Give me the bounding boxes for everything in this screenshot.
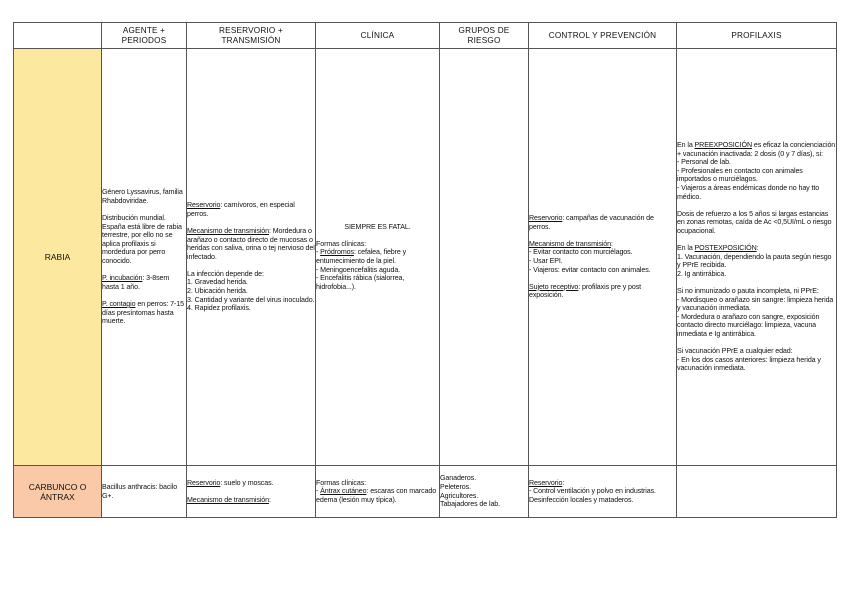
carbunco-control bbox=[529, 466, 677, 518]
header-row bbox=[14, 23, 837, 49]
profilaxis-no-inmunizado: Si no inmunizado o pauta incompleta, ni PPrE: bbox=[677, 287, 819, 296]
profilaxis-refuerzo: Dosis de refuerzo a los 5 años si largas estancias en zonas remotas, caída de Ac <0,5UI/mL o riesgo ocupacional. bbox=[677, 209, 832, 235]
profilaxis-si-vac-item: - En los dos casos anteriores: limpieza herida y vacunación inmediata. bbox=[677, 355, 821, 373]
header-empty bbox=[14, 23, 102, 49]
carbunco-reservorio bbox=[187, 466, 316, 518]
profilaxis-post-item: 2. Ig antirrábica. bbox=[677, 269, 727, 278]
carbunco-riesgo bbox=[440, 466, 529, 518]
profilaxis-pre: En la PREEXPOSICIÓN es eficaz la concienciación + vacunación inactivada: 2 dosis (0 y 7 días), si: bbox=[677, 140, 836, 158]
carbunco-agente: Bacillus anthracis: bacilo G+. bbox=[102, 466, 187, 518]
disease-carbunco: CARBUNCO O ÁNTRAX bbox=[14, 466, 102, 518]
row-carbunco bbox=[14, 466, 837, 518]
control-mecanismo: Mecanismo de transmisión: bbox=[529, 239, 613, 248]
diseases-table bbox=[13, 22, 837, 518]
carbunco-reservorio-text: Reservorio: suelo y moscas. bbox=[187, 478, 274, 487]
mecanismo-text: Mecanismo de transmisión: Mordedura o arañazo o contacto directo de mucosas o heridas con saliva, orina o tej nervioso del infectado. bbox=[187, 226, 315, 261]
riesgo-item: Tabajadores de lab. bbox=[440, 500, 501, 509]
agente-contagio: P. contagio en perros: 7-15 días presíntomas hasta muerte. bbox=[102, 299, 184, 326]
depende-item: 1. Gravedad herida. bbox=[187, 278, 248, 287]
rabia-control bbox=[529, 49, 677, 466]
header-profilaxis: PROFILAXIS bbox=[677, 23, 837, 49]
carbunco-antrax: - Ántrax cutáneo: escaras con marcado edema (lesión muy típica). bbox=[316, 487, 437, 504]
carbunco-mecanismo: Mecanismo de transmisión: bbox=[187, 495, 271, 504]
control-reservorio: Reservorio: campañas de vacunación de perros. bbox=[529, 214, 654, 231]
depende-item: 2. Ubicación herida. bbox=[187, 287, 248, 296]
rabia-reservorio bbox=[187, 49, 316, 466]
agente-incubacion: P. incubación: 3-8sem hasta 1 año. bbox=[102, 274, 170, 291]
clinica-item: - Encefalitis rábica (sialorrea, hidrofobia...). bbox=[316, 274, 405, 291]
carbunco-control-body: - Control ventilación y polvo en industrias. Desinfección locales y mataderos. bbox=[529, 487, 656, 504]
profilaxis-si-vacunacion: Si vacunación PPrE a cualquier edad: bbox=[677, 347, 793, 356]
carbunco-clinica bbox=[316, 466, 440, 518]
clinica-fatal: SIEMPRE ES FATAL. bbox=[344, 222, 411, 231]
clinica-formas: Formas clínicas: bbox=[316, 239, 367, 248]
header-clinica: CLÍNICA bbox=[316, 23, 440, 49]
clinica-prodromos: - Pródromos: cefalea, fiebre y entumecimiento de la piel. bbox=[316, 248, 407, 265]
riesgo-item: Ganaderos. bbox=[440, 474, 477, 483]
agente-espana: España está libre de rabia terrestre, por ello no se aplica profilaxis si mordedura por perro conocido. bbox=[102, 222, 182, 265]
control-sujeto: Sujeto receptivo: profilaxis pre y post exposición. bbox=[529, 282, 642, 300]
profilaxis-no-inm-item: - Mordedura o arañazo con sangre, exposición contacto directo murciélago: limpieza, vacuna inmediata e Ig antirrábica. bbox=[677, 312, 820, 339]
agente-distribucion: Distribución mundial. bbox=[102, 214, 166, 223]
header-reservorio: RESERVORIO + TRANSMISIÓN bbox=[187, 23, 316, 49]
control-item: - Usar EPI. bbox=[529, 257, 563, 265]
profilaxis-pre-item: - Personal de lab. bbox=[677, 158, 731, 167]
depende-item: 4. Rapidez profilaxis. bbox=[187, 304, 251, 313]
rabia-clinica bbox=[316, 49, 440, 466]
depende-title: La infección depende de: bbox=[187, 269, 264, 278]
header-control: CONTROL Y PREVENCIÓN bbox=[529, 23, 677, 49]
rabia-riesgo bbox=[440, 49, 529, 466]
profilaxis-pre-item: - Profesionales en contacto con animales importados o murciélagos. bbox=[677, 166, 803, 184]
carbunco-profilaxis bbox=[677, 466, 837, 518]
header-agente: AGENTE + PERIODOS bbox=[102, 23, 187, 49]
reservorio-text: Reservorio: carnívoros, en especial perros. bbox=[187, 201, 295, 218]
control-item: - Evitar contacto con murciélagos. bbox=[529, 248, 633, 257]
row-rabia bbox=[14, 49, 837, 466]
rabia-profilaxis bbox=[677, 49, 837, 466]
profilaxis-no-inm-item: - Mordisqueo o arañazo sin sangre: limpieza herida y vacunación inmediata. bbox=[677, 295, 834, 313]
agente-genero: Género Lyssavirus, familia Rhabdoviridae. bbox=[102, 188, 183, 205]
profilaxis-pre-item: - Viajeros a áreas endémicas donde no hay tto médico. bbox=[677, 183, 820, 201]
carbunco-control-reservorio: Reservorio: bbox=[529, 478, 565, 487]
disease-rabia: RABIA bbox=[14, 49, 102, 466]
control-item: - Viajeros: evitar contacto con animales. bbox=[529, 265, 651, 274]
depende-item: 3. Cantidad y variante del virus inoculado. bbox=[187, 295, 315, 304]
header-riesgo: GRUPOS DE RIESGO bbox=[440, 23, 529, 49]
clinica-item: - Meningoencefalitis aguda. bbox=[316, 265, 401, 274]
carbunco-formas: Formas clínicas: bbox=[316, 478, 367, 487]
rabia-agente bbox=[102, 49, 187, 466]
profilaxis-post: En la POSTEXPOSICIÓN: bbox=[677, 244, 759, 253]
riesgo-item: Agricultores. bbox=[440, 491, 479, 500]
profilaxis-post-item: 1. Vacunación, dependiendo la pauta según riesgo y PPrE recibida. bbox=[677, 252, 832, 270]
riesgo-item: Peleteros. bbox=[440, 482, 471, 491]
